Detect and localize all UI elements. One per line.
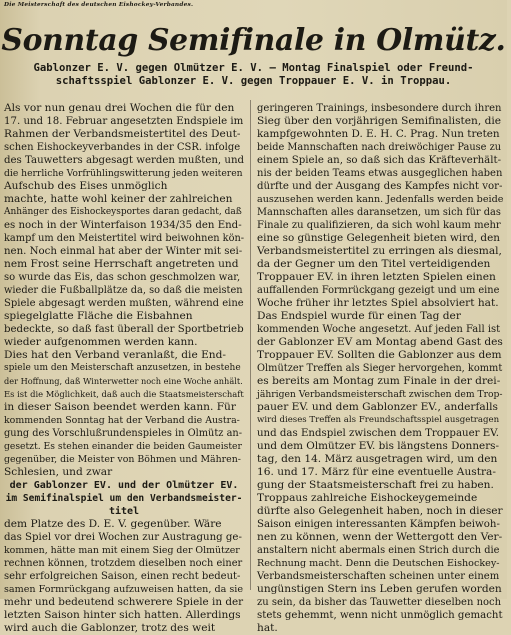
article-line: Als vor nun genau drei Wochen die für den — [4, 102, 235, 114]
article-line: 16. und 17. März für eine eventuelle Austra- — [257, 466, 496, 478]
article-line: wieder die Fußballplätze da, so daß die meisten — [4, 285, 243, 296]
article-line: machte, hatte wohl keiner der zahlreichen — [4, 193, 233, 205]
article-line: das Spiel vor drei Wochen zur Austragung ge- — [4, 532, 242, 543]
article-line: der Gablonzer EV am Montag abend Gast des — [257, 336, 503, 348]
article-line: Troppauer EV. in ihren letzten Spielen einen — [257, 271, 496, 283]
section-title: Die Meisterschaft des deutschen Eishockey-Verbandes. — [4, 2, 194, 8]
headline: Sonntag Semifinale in Olmütz. — [1, 23, 506, 58]
article-line: es noch in der Winterfaison 1934/35 den End- — [4, 220, 242, 231]
article-line: nem Frost seine Herrschaft angetreten und — [4, 258, 239, 270]
article-line: Aufschub des Eises unmöglich — [4, 180, 168, 192]
article-line: jährigen Verbandsmeisterschaft zwischen dem Trop- — [257, 389, 503, 400]
article-line: dürfte also Gelegenheit haben, noch in dieser — [257, 505, 503, 517]
article-line: Verbandsmeisterschaften scheinen unter einem — [257, 571, 500, 582]
article-line: schen Eishockeyverbandes in der CSR. infolge — [4, 142, 241, 153]
article-line: beide Mannschaften nach dreiwöchiger Pause zu — [257, 142, 502, 153]
section-subheading: der Gablonzer EV. und der Olmützer EV. — [9, 480, 239, 491]
article-line: Rechnung macht. Denn die Deutschen Eishockey- — [257, 558, 500, 569]
article-line: nen. Noch einmal hat aber der Winter mit sei- — [4, 246, 243, 257]
article-line: geringeren Trainings, insbesondere durch ihren — [257, 103, 502, 114]
article-line: tag, den 14. März ausgetragen wird, um den — [257, 453, 498, 465]
article-line: Anhänger des Eishockeysportes daran gedacht, daß — [4, 207, 242, 217]
article-line: hat. — [257, 622, 278, 634]
article-line: nen zu können, wenn der Wettergott den Ver- — [257, 531, 503, 543]
article-line: wieder aufgenommen werden kann. — [4, 336, 198, 348]
article-line: gesetzt. Es stehen einander die beiden Gaumeister — [4, 441, 242, 452]
article-line: auszusehen werden kann. Jedenfalls werden beide — [257, 194, 504, 205]
article-line: kommen, hätte man mit einem Sieg der Olmützer — [4, 545, 240, 556]
article-line: rechnen können, trotzdem dieselben noch einer — [4, 558, 243, 569]
article-line: bedeckte, so daß fast überall der Sportbetrieb — [4, 324, 244, 335]
article-line: sehr erfolgreichen Saison, einen recht bedeut- — [4, 571, 241, 582]
article-line: ungünstigen Stern ins Leben gerufen worden — [257, 583, 502, 595]
article-line: Es ist die Möglichkeit, daß auch die Staatsmeisterschaft — [4, 389, 244, 399]
subheading-line: Gablonzer E. V. gegen Olmützer E. V. — Montag Finalspiel oder Freund- — [33, 62, 474, 74]
article-line: anstaltern nicht abermals einen Strich durch die — [257, 545, 500, 556]
article-line: spiele um den Meisterschaft anzusetzen, in bestehe — [4, 363, 241, 373]
article-line: Das Endspiel wurde für einen Tag der — [257, 310, 461, 322]
article-column-left — [4, 102, 245, 634]
article-line: gung der Staatsmeisterschaft frei zu haben. — [257, 479, 494, 491]
article-line: wird auch die Gablonzer, trotz des weit — [4, 622, 216, 634]
subheading-line: schaftsspiel Gablonzer E. V. gegen Troppauer E. V. in Troppau. — [55, 75, 452, 87]
article-line: nis der beiden Teams etwas ausgeglichen haben — [257, 168, 503, 179]
article-line: samen Formrückgang aufzuweisen hatten, da sie — [4, 584, 244, 595]
article-line: Verbandsmeistertitel zu erringen als diesmal, — [257, 245, 502, 257]
article-line: Schlesien, und zwar — [4, 466, 113, 478]
article-line: die herrliche Vorfrühlingswitterung jeden weiteren — [4, 168, 243, 179]
article-line: Finale zu qualifizieren, da sich wohl kaum mehr — [257, 220, 501, 231]
article-line: dürfte und der Ausgang des Kampfes nicht vor- — [257, 181, 503, 192]
article-line: Dies hat den Verband veranlaßt, die End- — [4, 349, 226, 361]
article-line: wird dieses Treffen als Freundschaftsspiel ausgetragen — [257, 415, 500, 425]
article-line: so wurde das Eis, das schon geschmolzen war, — [4, 272, 241, 283]
article-line: pauer EV. und dem Gablonzer EV., anderfalls — [257, 401, 498, 413]
subheading — [6, 62, 501, 88]
article-line: Spiele abgesagt werden mußten, während eine — [4, 298, 244, 309]
article-line: da der Gegner um den Titel verteidigenden — [257, 258, 491, 270]
section-subheading: titel — [108, 506, 140, 517]
article-line: mehr und bedeutend schwerere Spiele in der — [4, 596, 244, 608]
article-line: kommenden Sonntag hat der Verband die Austra- — [4, 415, 240, 426]
article-line: dem Platze des D. E. V. gegenüber. Wäre — [4, 518, 222, 530]
section-subheading: im Semifinalspiel um den Verbandsmeister- — [5, 493, 243, 504]
article-line: des Tauwetters abgesagt werden mußten, und — [4, 155, 245, 166]
article-line: 17. und 18. Februar angesetzten Endspiele im — [4, 116, 244, 127]
article-line: der Hoffnung, daß Winterwetter noch eine Woche anhält. — [4, 376, 243, 386]
article-line: und dem Olmützer EV. bis längstens Donners- — [257, 440, 500, 452]
article-line: Rahmen der Verbandsmeistertitel des Deut- — [4, 128, 241, 140]
article-line: eine so günstige Gelegenheit bieten wird, den — [257, 232, 500, 244]
article-line: auffallenden Formrückgang gezeigt und um eine — [257, 285, 500, 296]
article-line: und das Endspiel zwischen dem Troppauer EV. — [257, 428, 499, 439]
article-line: gegenüber, die Meister von Böhmen und Mähren- — [4, 454, 241, 465]
article-line: Woche früher ihr letztes Spiel absolviert hat. — [257, 297, 499, 309]
article-line: Mannschaften alles daransetzen, um sich für das — [257, 207, 501, 218]
article-line: es bereits am Montag zum Finale in der drei- — [257, 375, 501, 387]
article-line: kampf um den Meistertitel wird beiwohnen kön- — [4, 233, 245, 244]
article-column-right — [257, 102, 504, 634]
article-line: kampfgewohnten D. E. H. C. Prag. Nun treten — [257, 128, 500, 140]
article-line: Saison einigen interessanten Kämpfen beiwoh- — [257, 519, 500, 530]
article-line: einem Spiele an, so daß sich das Kräfteverhält- — [257, 155, 502, 166]
article-line: Troppauer EV. Sollten die Gablonzer aus dem — [257, 349, 502, 361]
article-line: gung des Vorschlußrundenspieles in Olmütz an- — [4, 428, 243, 439]
article-line: Olmützer Treffen als Sieger hervorgehen, kommt — [257, 363, 503, 374]
article-line: spiegelglatte Fläche die Eisbahnen — [4, 310, 193, 322]
article-line: zu sein, da bisher das Tauwetter dieselben noch — [257, 597, 502, 608]
article-line: stets gehemmt, wenn nicht unmöglich gemacht — [257, 610, 503, 621]
article-line: in dieser Saison beendet werden kann. Für — [4, 401, 236, 413]
article-line: Troppaus zahlreiche Eishockeygemeinde — [257, 492, 478, 504]
article-line: letzten Saison hinter sich hatten. Allerdings — [4, 609, 241, 621]
article-line: kommenden Woche angesetzt. Auf jeden Fall ist — [257, 324, 501, 335]
column-divider — [250, 100, 251, 590]
article-line: Sieg über den vorjährigen Semifinalisten, die — [257, 115, 502, 127]
